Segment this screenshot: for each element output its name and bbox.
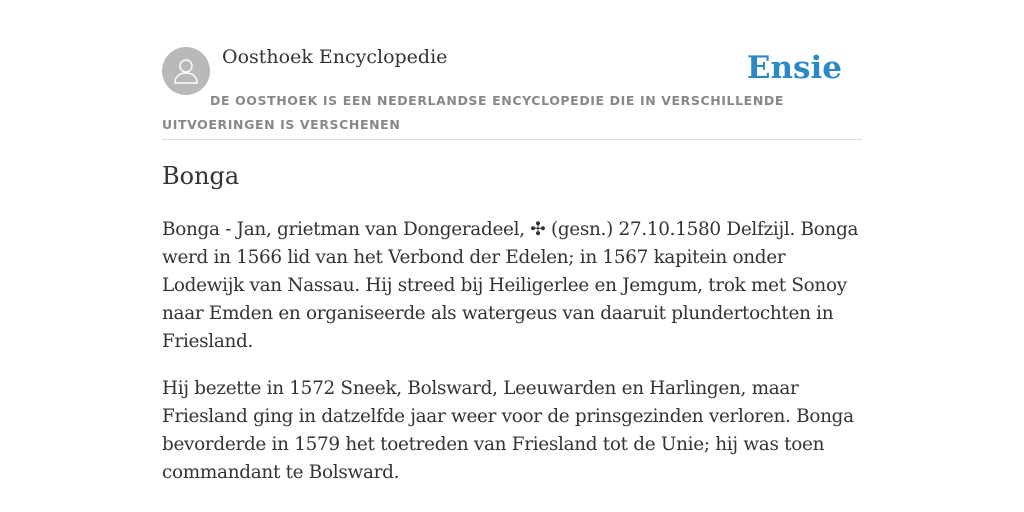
article-title: Bonga xyxy=(162,162,240,190)
avatar[interactable] xyxy=(162,47,210,95)
brand-logo[interactable]: Ensie xyxy=(746,50,842,86)
site-name[interactable]: Oosthoek Encyclopedie xyxy=(222,46,448,68)
article-body xyxy=(162,216,862,506)
page xyxy=(162,0,862,483)
article-paragraph: Hij bezette in 1572 Sneek, Bolsward, Leeuwarden en Harlingen, maar Friesland ging in datzelfde jaar weer voor de prinsgezinden verloren. Bonga bevorderde in 1579 het toetreden van Friesland tot de Unie; hij was toen commandant te Bolsward. xyxy=(162,378,854,483)
site-tagline: DE OOSTHOEK IS EEN NEDERLANDSE ENCYCLOPEDIE DIE IN VERSCHILLENDE UITVOERINGEN IS VERSCHENEN xyxy=(162,93,784,132)
article-paragraph: Bonga - Jan, grietman van Dongeradeel, ✣ (gesn.) 27.10.1580 Delfzijl. Bonga werd in 1566 lid van het Verbond der Edelen; in 1567 kapitein onder Lodewijk van Nassau. Hij streed bij Heiligerlee en Jemgum, trok met Sonoy naar Emden en organiseerde als watergeus van daaruit plundertochten in Friesland. xyxy=(162,219,859,352)
header xyxy=(162,0,862,140)
user-silhouette-icon xyxy=(171,56,201,86)
